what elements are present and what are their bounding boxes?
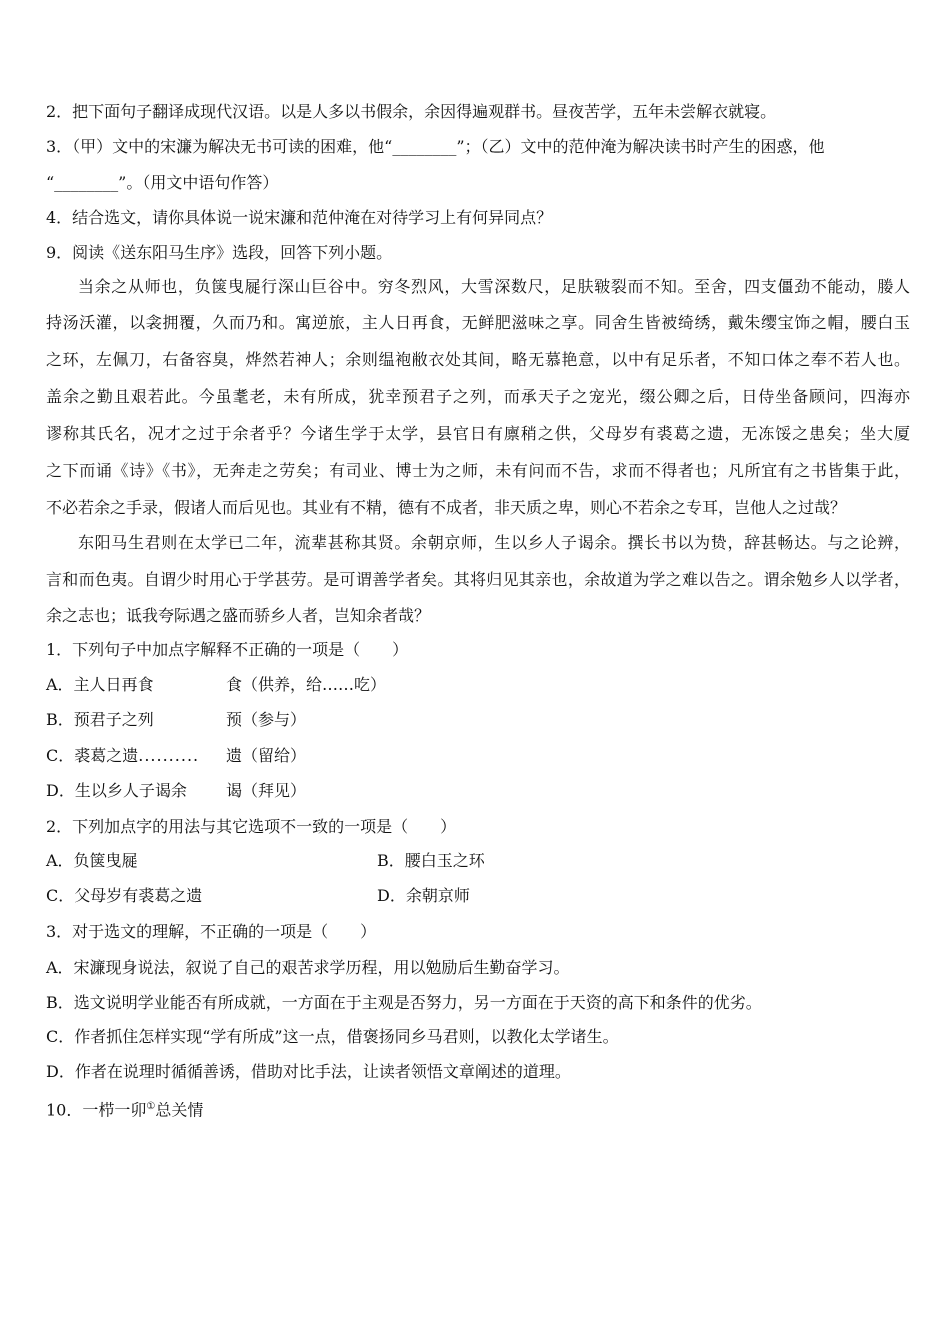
subquestion-1-option-c-gloss: 遗（留给） [226,746,307,765]
section-9-heading: 9．阅读《送东阳马生序》选段，回答下列小题。 [46,243,393,262]
subquestion-2-option-a: A．负箧曳屣 [46,851,138,870]
question-3-line-2: “________”。（用文中语句作答） [46,173,279,192]
section-10-title-start: 10．一栉一卯 [46,1100,147,1120]
section-10-heading [46,1097,910,1120]
subquestion-1-option-c [46,746,199,766]
passage-line: 之下而诵《诗》《书》，无奔走之劳矣；有司业、博士为之师，未有问而不告，求而不得者也；凡所宜有之书皆集于此， [46,461,910,480]
subquestion-1-option-c-label: C．裘葛之遗 [46,746,139,765]
subquestion-2-option-d: D．余朝京师 [377,886,470,905]
question-3-line-1: 3．（甲）文中的宋濂为解决无书可读的困难，他“________”；（乙）文中的范仲淹为解决读书时产生的困惑，他 [46,137,825,156]
subquestion-1-option-b-gloss: 预（参与） [226,710,307,729]
subquestion-2-option-b: B．腰白玉之环 [377,851,485,870]
subquestion-3-option-d: D．作者在说理时循循善诱，借助对比手法，让读者领悟文章阐述的道理。 [46,1062,571,1081]
passage-line: 之环，左佩刀，右备容臭，烨然若神人；余则缊袍敝衣处其间，略无慕艳意，以中有足乐者，不知口体之奉不若人也。 [46,350,910,369]
passage-line: 余之志也；诋我夸际遇之盛而骄乡人者，岂知余者哉？ [46,606,431,625]
subquestion-1-option-a: A．主人日再食 [46,675,154,694]
passage-line: 盖余之勤且艰若此。今虽耄老，未有所成，犹幸预君子之列，而承天子之宠光，缀公卿之后，日侍坐备顾问，四海亦 [46,387,910,406]
question-2-translate: 2．把下面句子翻译成现代汉语。以是人多以书假余，余因得遍观群书。昼夜苦学，五年未尝解衣就寝。 [46,102,777,121]
question-4: 4．结合选文，请你具体说一说宋濂和范仲淹在对待学习上有何异同点？ [46,208,553,227]
emphasis-dots: .......... [138,746,200,765]
subquestion-3-option-c: C．作者抓住怎样实现“学有所成”这一点，借褒扬同乡马君则，以教化太学诸生。 [46,1027,619,1046]
subquestion-3-option-a: A．宋濂现身说法，叙说了自己的艰苦求学历程，用以勉励后生勤奋学习。 [46,958,570,977]
subquestion-3-option-b: B．选文说明学业能否有所成就，一方面在于主观是否努力，另一方面在于天资的高下和条件的优劣。 [46,993,762,1012]
passage-line: 当余之从师也，负箧曳屣行深山巨谷中。穷冬烈风，大雪深数尺，足肤皲裂而不知。至舍，四支僵劲不能动，媵人 [78,277,910,296]
subquestion-1-option-a-gloss: 食（供养，给……吃） [226,675,387,694]
subquestion-2-option-c: C．父母岁有裘葛之遗 [46,886,203,905]
passage-line: 东阳马生君则在太学已二年，流辈甚称其贤。余朝京师，生以乡人子谒余。撰长书以为贽，辞甚畅达。与之论辨， [78,533,910,552]
subquestion-1-option-b: B．预君子之列 [46,710,154,729]
subquestion-1-option-d: D．生以乡人子谒余 [46,781,187,800]
footnote-marker: ① [146,1101,156,1112]
subquestion-3-stem: 3．对于选文的理解，不正确的一项是（ ） [46,922,377,941]
passage-line: 谬称其氏名，况才之过于余者乎？今诸生学于太学，县官日有廪稍之供，父母岁有裘葛之遗，无冻馁之患矣；坐大厦 [46,424,910,443]
passage-line: 持汤沃灌，以衾拥覆，久而乃和。寓逆旅，主人日再食，无鲜肥滋味之享。同舍生皆被绮绣，戴朱缨宝饰之帽，腰白玉 [46,313,910,332]
subquestion-1-option-d-gloss: 谒（拜见） [226,781,307,800]
subquestion-2-stem: 2．下列加点字的用法与其它选项不一致的一项是（ ） [46,817,457,836]
section-10-title-end: 总关情 [155,1100,204,1120]
passage-line: 言和而色夷。自谓少时用心于学甚劳。是可谓善学者矣。其将归见其亲也，余故道为学之难以告之。谓余勉乡人以学者， [46,570,910,589]
passage-line: 不必若余之手录，假诸人而后见也。其业有不精，德有不成者，非天质之卑，则心不若余之专耳，岂他人之过哉？ [46,498,847,517]
subquestion-1-stem: 1．下列句子中加点字解释不正确的一项是（ ） [46,640,409,659]
